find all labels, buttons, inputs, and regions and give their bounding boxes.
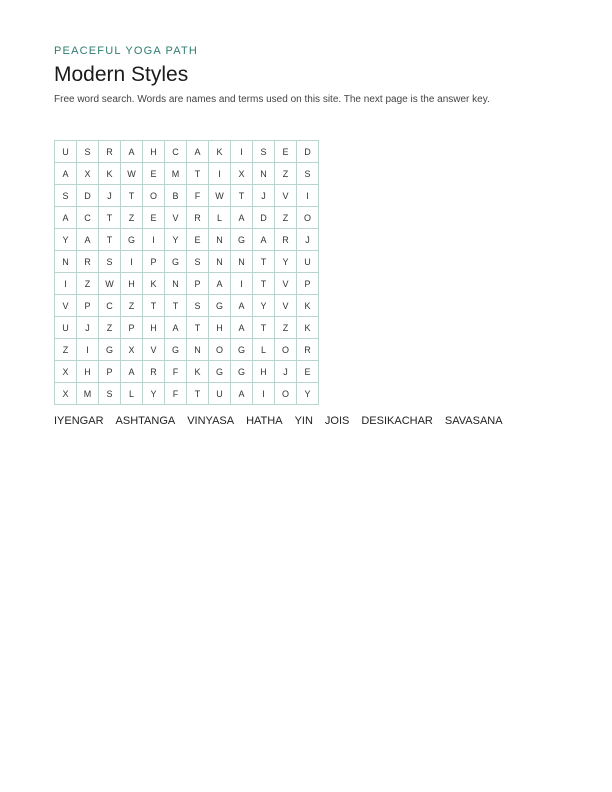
word-list-item: SAVASANA <box>444 415 503 427</box>
word-search-grid <box>54 140 319 405</box>
grid-cell: A <box>165 317 187 339</box>
grid-cell: S <box>99 251 121 273</box>
grid-cell: P <box>121 317 143 339</box>
grid-cell: T <box>99 207 121 229</box>
grid-cell: Y <box>143 383 165 405</box>
grid-cell: V <box>143 339 165 361</box>
grid-row <box>55 317 319 339</box>
grid-cell: I <box>209 163 231 185</box>
grid-cell: G <box>165 251 187 273</box>
grid-cell: G <box>99 339 121 361</box>
grid-cell: Z <box>121 295 143 317</box>
grid-cell: X <box>55 361 77 383</box>
grid-cell: O <box>143 185 165 207</box>
grid-cell: N <box>55 251 77 273</box>
grid-cell: Y <box>297 383 319 405</box>
grid-cell: S <box>187 295 209 317</box>
grid-cell: G <box>209 361 231 383</box>
grid-cell: I <box>231 141 253 163</box>
grid-cell: A <box>121 361 143 383</box>
grid-cell: K <box>143 273 165 295</box>
grid-cell: E <box>275 141 297 163</box>
grid-cell: J <box>297 229 319 251</box>
grid-cell: I <box>121 251 143 273</box>
grid-cell: A <box>253 229 275 251</box>
grid-cell: A <box>231 295 253 317</box>
grid-cell: V <box>275 185 297 207</box>
grid-cell: U <box>55 141 77 163</box>
grid-row <box>55 361 319 383</box>
grid-cell: C <box>77 207 99 229</box>
grid-cell: R <box>297 339 319 361</box>
grid-cell: K <box>209 141 231 163</box>
grid-cell: Y <box>55 229 77 251</box>
grid-cell: U <box>297 251 319 273</box>
grid-cell: J <box>253 185 275 207</box>
grid-cell: T <box>143 295 165 317</box>
grid-cell: S <box>187 251 209 273</box>
grid-cell: L <box>209 207 231 229</box>
grid-cell: A <box>231 317 253 339</box>
grid-cell: S <box>99 383 121 405</box>
grid-cell: P <box>143 251 165 273</box>
grid-cell: R <box>275 229 297 251</box>
grid-row <box>55 163 319 185</box>
grid-cell: R <box>77 251 99 273</box>
grid-cell: Z <box>121 207 143 229</box>
grid-cell: O <box>275 339 297 361</box>
grid-cell: T <box>253 317 275 339</box>
grid-cell: S <box>77 141 99 163</box>
grid-cell: Y <box>165 229 187 251</box>
grid-cell: A <box>231 383 253 405</box>
word-list-item: ASHTANGA <box>115 415 176 427</box>
grid-cell: R <box>143 361 165 383</box>
grid-cell: V <box>55 295 77 317</box>
grid-cell: T <box>187 317 209 339</box>
grid-cell: E <box>143 207 165 229</box>
grid-cell: F <box>165 361 187 383</box>
grid-cell: Y <box>275 251 297 273</box>
grid-cell: N <box>187 339 209 361</box>
grid-row <box>55 141 319 163</box>
grid-cell: H <box>121 273 143 295</box>
word-list-item: DESIKACHAR <box>361 415 433 427</box>
grid-cell: E <box>297 361 319 383</box>
grid-cell: N <box>209 251 231 273</box>
grid-cell: L <box>253 339 275 361</box>
grid-cell: H <box>253 361 275 383</box>
grid-cell: W <box>209 185 231 207</box>
grid-cell: G <box>209 295 231 317</box>
word-list <box>54 415 515 427</box>
grid-cell: P <box>77 295 99 317</box>
grid-cell: P <box>187 273 209 295</box>
grid-cell: H <box>143 141 165 163</box>
grid-cell: U <box>209 383 231 405</box>
grid-cell: M <box>165 163 187 185</box>
grid-cell: D <box>253 207 275 229</box>
word-list-item: VINYASA <box>187 415 235 427</box>
grid-cell: B <box>165 185 187 207</box>
grid-row <box>55 251 319 273</box>
grid-row <box>55 229 319 251</box>
grid-cell: N <box>231 251 253 273</box>
grid-cell: X <box>121 339 143 361</box>
grid-cell: T <box>253 251 275 273</box>
grid-cell: G <box>165 339 187 361</box>
grid-cell: R <box>99 141 121 163</box>
instructions: Free word search. Words are names and terms used on this site. The next page is the answer key. <box>54 94 490 105</box>
grid-cell: I <box>55 273 77 295</box>
grid-cell: T <box>187 383 209 405</box>
grid-cell: Z <box>55 339 77 361</box>
grid-cell: I <box>77 339 99 361</box>
grid-cell: S <box>55 185 77 207</box>
grid-row <box>55 339 319 361</box>
grid-cell: Z <box>99 317 121 339</box>
grid-cell: H <box>209 317 231 339</box>
grid-cell: N <box>165 273 187 295</box>
grid-cell: G <box>231 229 253 251</box>
grid-cell: D <box>77 185 99 207</box>
grid-cell: E <box>187 229 209 251</box>
page-title: Modern Styles <box>54 63 189 86</box>
grid-cell: A <box>55 163 77 185</box>
grid-cell: A <box>55 207 77 229</box>
grid-row <box>55 185 319 207</box>
grid-cell: T <box>121 185 143 207</box>
grid-cell: W <box>99 273 121 295</box>
grid-cell: S <box>253 141 275 163</box>
grid-row <box>55 295 319 317</box>
word-list-item: YIN <box>294 415 313 427</box>
grid-cell: H <box>77 361 99 383</box>
grid-cell: O <box>209 339 231 361</box>
grid-cell: T <box>253 273 275 295</box>
grid-cell: I <box>297 185 319 207</box>
grid-cell: T <box>187 163 209 185</box>
grid-cell: R <box>187 207 209 229</box>
grid-cell: X <box>77 163 99 185</box>
grid-cell: N <box>209 229 231 251</box>
grid-cell: Z <box>275 163 297 185</box>
grid-cell: I <box>143 229 165 251</box>
grid-cell: W <box>121 163 143 185</box>
grid-cell: G <box>231 339 253 361</box>
grid-cell: Z <box>275 207 297 229</box>
word-list-item: HATHA <box>246 415 283 427</box>
grid-cell: H <box>143 317 165 339</box>
grid-cell: I <box>253 383 275 405</box>
grid-cell: J <box>77 317 99 339</box>
grid-cell: S <box>297 163 319 185</box>
grid-cell: E <box>143 163 165 185</box>
grid-cell: O <box>297 207 319 229</box>
grid-cell: U <box>55 317 77 339</box>
grid-cell: A <box>209 273 231 295</box>
word-list-item: IYENGAR <box>54 415 104 427</box>
grid-cell: V <box>165 207 187 229</box>
grid-cell: A <box>231 207 253 229</box>
grid-row <box>55 207 319 229</box>
grid-cell: K <box>187 361 209 383</box>
grid-cell: P <box>99 361 121 383</box>
grid-cell: C <box>99 295 121 317</box>
grid-cell: L <box>121 383 143 405</box>
grid-cell: T <box>99 229 121 251</box>
grid-row <box>55 273 319 295</box>
grid-cell: A <box>121 141 143 163</box>
grid-cell: M <box>77 383 99 405</box>
grid-row <box>55 383 319 405</box>
grid-cell: F <box>187 185 209 207</box>
grid-cell: N <box>253 163 275 185</box>
grid-cell: X <box>231 163 253 185</box>
word-list-item: JOIS <box>324 415 350 427</box>
grid-cell: G <box>121 229 143 251</box>
grid-cell: I <box>231 273 253 295</box>
grid-cell: C <box>165 141 187 163</box>
grid-cell: P <box>297 273 319 295</box>
grid-cell: D <box>297 141 319 163</box>
grid-cell: T <box>165 295 187 317</box>
grid-cell: J <box>275 361 297 383</box>
grid-cell: Z <box>77 273 99 295</box>
grid-cell: F <box>165 383 187 405</box>
grid-cell: A <box>77 229 99 251</box>
grid-cell: Y <box>253 295 275 317</box>
site-name: PEACEFUL YOGA PATH <box>54 45 199 57</box>
grid-cell: J <box>99 185 121 207</box>
grid-cell: A <box>187 141 209 163</box>
grid-cell: O <box>275 383 297 405</box>
grid-cell: V <box>275 273 297 295</box>
grid-cell: K <box>297 317 319 339</box>
grid-cell: Z <box>275 317 297 339</box>
grid-cell: V <box>275 295 297 317</box>
grid-cell: K <box>99 163 121 185</box>
grid-cell: K <box>297 295 319 317</box>
grid-cell: T <box>231 185 253 207</box>
grid-cell: G <box>231 361 253 383</box>
grid-cell: X <box>55 383 77 405</box>
